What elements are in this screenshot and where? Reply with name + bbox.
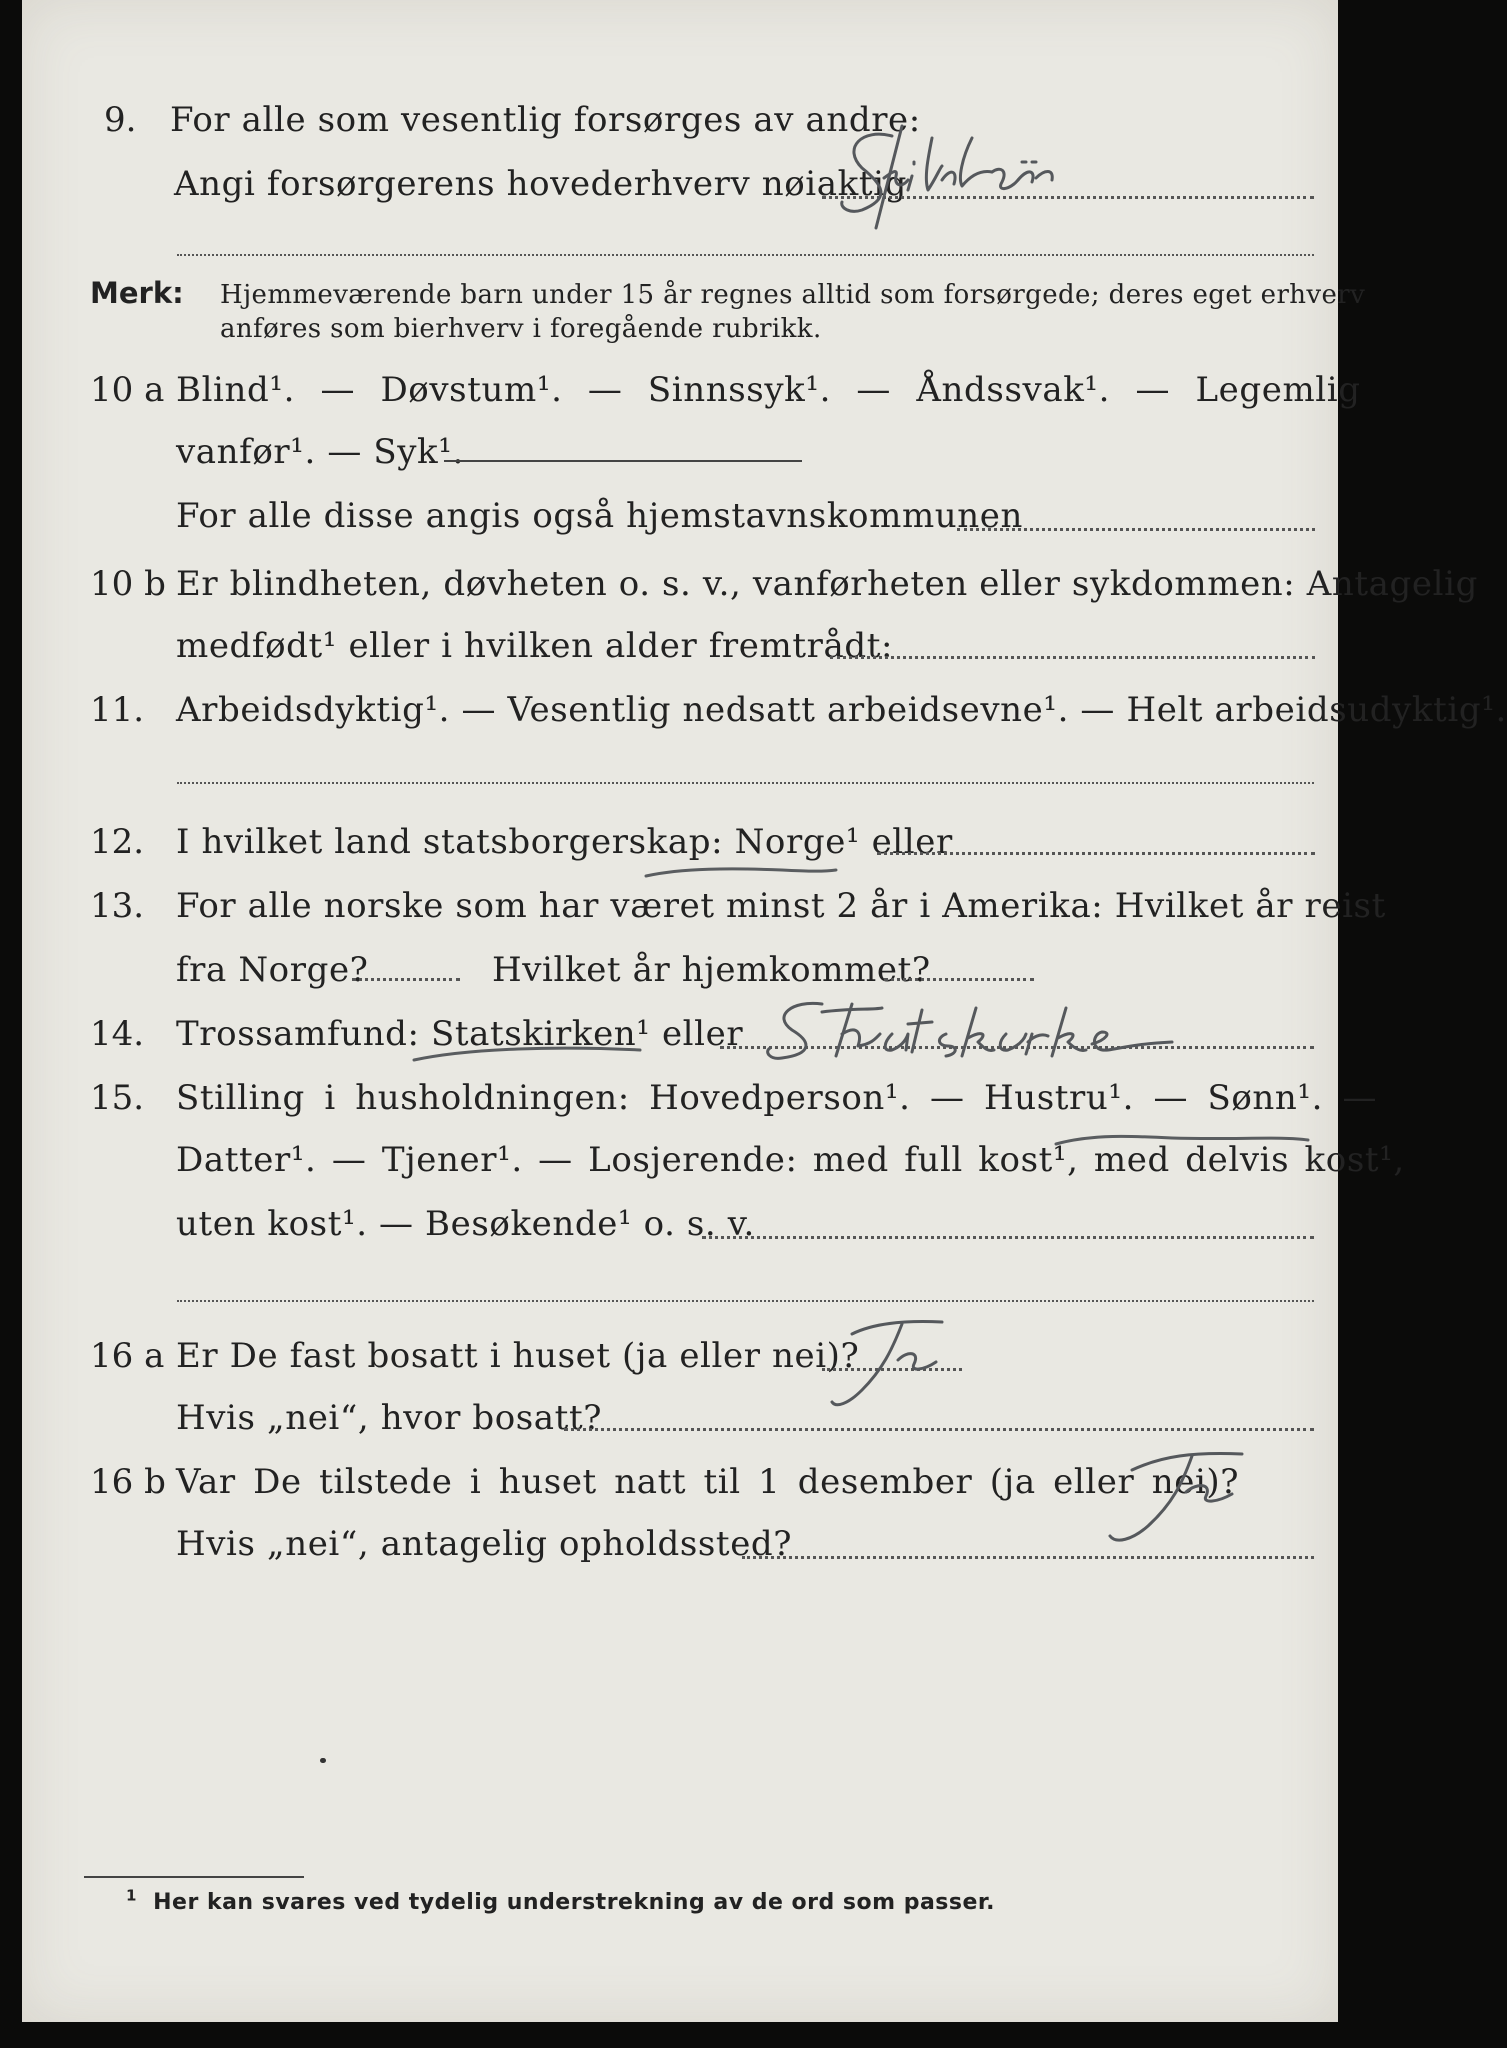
- q9-extra-line: [177, 254, 1314, 256]
- q14-underline-statskirken: [410, 1040, 650, 1070]
- q10a-home-line: [957, 528, 1315, 531]
- q13-line1: For alle norske som har været minst 2 år i Amerika: Hvilket år reist: [176, 886, 1386, 926]
- q14-number: 14.: [90, 1014, 145, 1054]
- ink-speck: [320, 1758, 326, 1763]
- q10b-answer-line: [830, 656, 1315, 659]
- q16a-handwritten-answer: [812, 1310, 972, 1420]
- q10a-line1: Blind¹. — Døvstum¹. — Sinnssyk¹. — Åndssvak¹. — Legemlig: [176, 370, 1361, 410]
- q10b-number: 10 b: [90, 564, 166, 604]
- q9-number: 9.: [104, 100, 137, 140]
- q14-line1: Trossamfund: Statskirken¹ eller: [176, 1014, 744, 1054]
- q9-line1: For alle som vesentlig forsørges av andre:: [170, 100, 921, 140]
- merk-label: Merk:: [90, 276, 184, 310]
- q10b-line2: medfødt¹ eller i hvilken alder fremtrådt:: [176, 626, 894, 666]
- footnote-text: Her kan svares ved tydelig understrekning av de ord som passer.: [153, 1890, 995, 1915]
- q10b-line1: Er blindheten, døvheten o. s. v., vanførheten eller sykdommen: Antagelig: [176, 564, 1478, 604]
- q13-line2b: Hvilket år hjemkommet?: [492, 950, 931, 990]
- q15-strike-delvis-kost: [1052, 1130, 1312, 1170]
- q13-number: 13.: [90, 886, 145, 926]
- q15-number: 15.: [90, 1078, 145, 1118]
- q13-hjem-line: [884, 978, 1034, 981]
- footnote-rule: [84, 1876, 304, 1878]
- q13-reist-line: [352, 978, 460, 981]
- q16b-sted-line: [742, 1556, 1314, 1559]
- q14-handwritten-answer: [762, 994, 1222, 1074]
- footnote: [126, 1886, 995, 1915]
- footnote-mark: 1: [126, 1886, 137, 1905]
- q12-line1: I hvilket land statsborgerskap: Norge¹ eller: [176, 822, 953, 862]
- merk-line1: Hjemmeværende barn under 15 år regnes alltid som forsørgede; deres eget erhverv: [220, 280, 1366, 310]
- q11-line1: Arbeidsdyktig¹. — Vesentlig nedsatt arbeidsevne¹. — Helt arbeidsudyktig¹.: [176, 690, 1507, 730]
- q10a-answer-line: [444, 460, 802, 462]
- census-form-page: [22, 0, 1507, 2022]
- q9-handwritten-answer: [832, 118, 1272, 248]
- q15-extra-line: [177, 1300, 1314, 1302]
- q15-line1: Stilling i husholdningen: Hovedperson¹. — Hustru¹. — Sønn¹. —: [176, 1078, 1378, 1118]
- merk-line2: anføres som bierhverv i foregående rubrikk.: [220, 314, 822, 344]
- q16b-number: 16 b: [90, 1462, 166, 1502]
- q13-line2a: fra Norge?: [176, 950, 369, 990]
- q15-answer-line: [702, 1236, 1314, 1239]
- q15-line3: uten kost¹. — Besøkende¹ o. s. v.: [176, 1204, 755, 1244]
- q16b-line2: Hvis „nei“, antagelig opholdssted?: [176, 1524, 793, 1564]
- q11-answer-line: [177, 782, 1314, 784]
- q12-answer-line: [877, 852, 1315, 855]
- q9-line2: Angi forsørgerens hovederhverv nøiaktig: [174, 164, 907, 204]
- q10a-number: 10 a: [90, 370, 165, 410]
- q16a-bosatt-line: [564, 1428, 1314, 1431]
- q10a-line2: vanfør¹. — Syk¹.: [176, 432, 464, 472]
- q16a-number: 16 a: [90, 1336, 165, 1376]
- q16a-line1: Er De fast bosatt i huset (ja eller nei)?: [176, 1336, 860, 1376]
- q12-underline-norge: [642, 862, 842, 882]
- q16b-line1: Var De tilstede i huset natt til 1 desember (ja eller nei)?: [176, 1462, 1240, 1502]
- q10a-line3: For alle disse angis også hjemstavnskommunen: [176, 496, 1023, 536]
- q12-number: 12.: [90, 822, 145, 862]
- q16b-handwritten-answer: [1082, 1440, 1272, 1560]
- q15-line2: Datter¹. — Tjener¹. — Losjerende: med full kost¹, med delvis kost¹,: [176, 1140, 1405, 1180]
- q11-number: 11.: [90, 690, 145, 730]
- q16a-line2: Hvis „nei“, hvor bosatt?: [176, 1398, 603, 1438]
